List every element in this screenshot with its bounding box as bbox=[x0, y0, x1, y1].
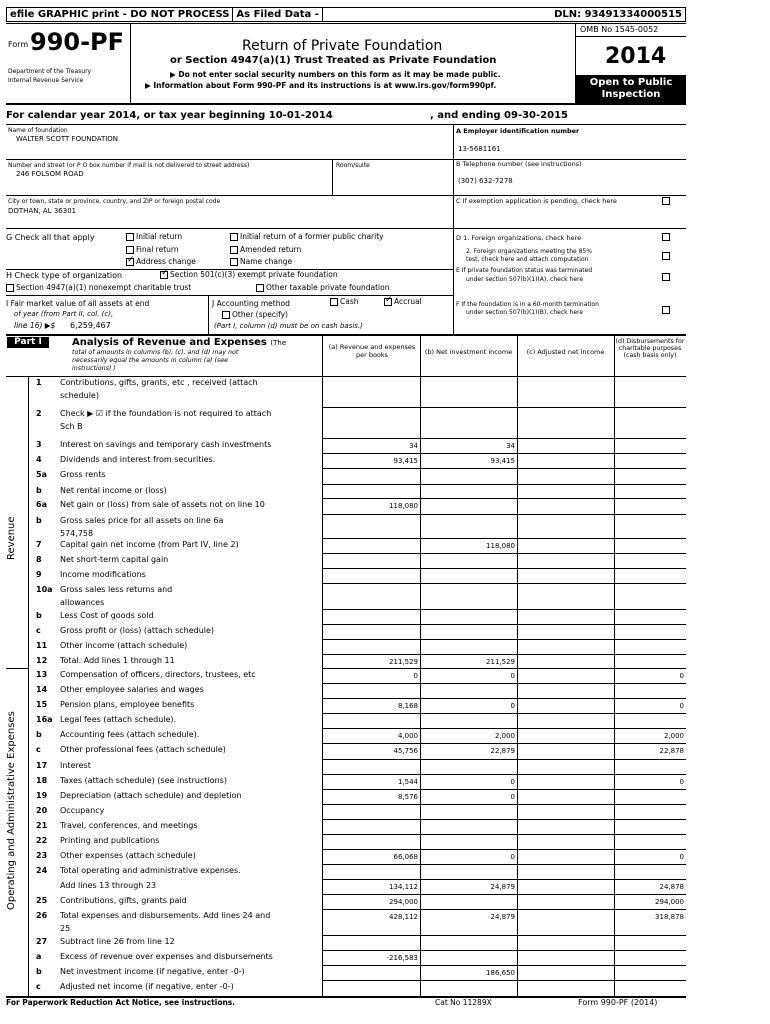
tax-year: 2014 bbox=[605, 44, 667, 69]
row-divider bbox=[322, 538, 686, 539]
row-divider bbox=[322, 879, 686, 880]
col-b-value: 211,529 bbox=[486, 658, 515, 666]
row-divider bbox=[322, 553, 686, 554]
i-line2: of year (from Part II, col. (c), bbox=[14, 310, 114, 318]
row-number: 11 bbox=[36, 641, 48, 650]
col-b-value: 24,879 bbox=[490, 883, 515, 891]
row-divider bbox=[322, 438, 686, 439]
row-label: Interest bbox=[60, 761, 91, 770]
row-number: 7 bbox=[36, 540, 42, 549]
i-line1: I Fair market value of all assets at end bbox=[6, 299, 150, 308]
row-number: c bbox=[36, 982, 41, 991]
row-divider bbox=[322, 894, 686, 895]
irs-label: Internal Revenue Service bbox=[8, 77, 84, 84]
e-checkbox[interactable] bbox=[662, 272, 672, 281]
row-divider bbox=[322, 453, 686, 454]
col-a-value: 0 bbox=[413, 672, 418, 680]
ein-value: 13-5681161 bbox=[458, 145, 501, 153]
col-a-value: 428,112 bbox=[389, 913, 418, 921]
row-number: 14 bbox=[36, 685, 48, 694]
row-label: Add lines 13 through 23 bbox=[60, 881, 157, 890]
phone-value: (307) 632-7278 bbox=[458, 177, 513, 185]
g-final[interactable]: Final return bbox=[126, 245, 179, 254]
row-number: 16a bbox=[36, 715, 53, 724]
col-a-value: -216,583 bbox=[386, 954, 418, 962]
omb-number: OMB No 1545-0052 bbox=[580, 25, 659, 34]
row-divider bbox=[322, 728, 686, 729]
col-b-value: 0 bbox=[510, 853, 515, 861]
row-divider bbox=[322, 639, 686, 640]
calendar-year-line: For calendar year 2014, or tax year beginning 10-01-2014 bbox=[6, 110, 333, 121]
row-label: Excess of revenue over expenses and disbursements bbox=[60, 952, 273, 961]
col-d-value: 22,878 bbox=[659, 747, 684, 755]
row-label: Gross sales price for all assets on line 6a bbox=[60, 516, 224, 525]
row-label: Accounting fees (attach schedule). bbox=[60, 730, 200, 739]
row-number: 15 bbox=[36, 700, 48, 709]
col-b-value: 118,080 bbox=[486, 542, 515, 550]
row-number: 27 bbox=[36, 937, 48, 946]
row-number: 8 bbox=[36, 555, 42, 564]
info-notice: ▶ Information about Form 990-PF and its instructions is at www.irs.gov/form990pf. bbox=[145, 81, 497, 90]
room-label: Room/suite bbox=[336, 162, 370, 169]
row-divider bbox=[322, 583, 686, 584]
col-a-value: 45,756 bbox=[393, 747, 418, 755]
street-value: 246 FOLSOM ROAD bbox=[16, 170, 84, 178]
city-label: City or town, state or province, country, and ZIP or foreign postal code bbox=[8, 198, 221, 205]
row-number: 3 bbox=[36, 440, 42, 449]
row-label: Subtract line 26 from line 12 bbox=[60, 937, 175, 946]
city-value: DOTHAN, AL 36301 bbox=[8, 207, 77, 215]
j-accrual[interactable]: ✓ Accrual bbox=[384, 297, 422, 306]
row-divider bbox=[322, 624, 686, 625]
row-label: Gross profit or (loss) (attach schedule) bbox=[60, 626, 215, 635]
g-address-change[interactable]: ✓Address change bbox=[126, 257, 196, 266]
row-label: Total expenses and disbursements. Add lines 24 and bbox=[60, 911, 271, 920]
row-divider bbox=[322, 609, 686, 610]
row-number: b bbox=[36, 611, 42, 620]
f1-label: F If the foundation is in a 60-month termination bbox=[456, 301, 599, 308]
col-d-value: 0 bbox=[679, 778, 684, 786]
part1-desc3: instructions) ) bbox=[72, 365, 116, 372]
row-label-2: allowances bbox=[60, 598, 105, 607]
g-initial-former[interactable]: Initial return of a former public charity bbox=[230, 232, 384, 241]
col-d-value: 2,000 bbox=[663, 732, 684, 740]
i-line3: line 16) ▶$ bbox=[14, 321, 56, 330]
form-number: 990-PF bbox=[30, 28, 125, 56]
row-divider bbox=[322, 834, 686, 835]
row-number: 17 bbox=[36, 761, 48, 770]
row-label: Total. Add lines 1 through 11 bbox=[60, 656, 175, 665]
row-label: Net rental income or (loss) bbox=[60, 486, 167, 495]
row-number: b bbox=[36, 967, 42, 976]
row-divider bbox=[322, 980, 686, 981]
col-d-value: 318,878 bbox=[655, 913, 684, 921]
row-divider bbox=[322, 654, 686, 655]
row-divider bbox=[322, 935, 686, 936]
row-label: Printing and publications bbox=[60, 836, 160, 845]
row-label: Dividends and interest from securities. bbox=[60, 455, 216, 464]
inspection-label: Inspection bbox=[601, 89, 661, 100]
d2a-label: 2. Foreign organizations meeting the 85% bbox=[466, 248, 592, 255]
row-label: Net gain or (loss) from sale of assets not on line 10 bbox=[60, 500, 265, 509]
tax-year-end: , and ending 09-30-2015 bbox=[430, 110, 568, 121]
col-b-value: 0 bbox=[510, 702, 515, 710]
col-d-value: 24,878 bbox=[659, 883, 684, 891]
row-label: Pension plans, employee benefits bbox=[60, 700, 195, 709]
g-title: G Check all that apply bbox=[6, 233, 95, 242]
row-label: Capital gain net income (from Part IV, line 2) bbox=[60, 540, 239, 549]
col-a-header: (a) Revenue and expenses per books bbox=[328, 343, 416, 359]
row-label-2: schedule) bbox=[60, 391, 99, 400]
row-label: Less Cost of goods sold bbox=[60, 611, 154, 620]
col-a-value: 66,068 bbox=[393, 853, 418, 861]
row-number: 10a bbox=[36, 585, 53, 594]
col-a-value: 118,080 bbox=[389, 502, 418, 510]
row-number: 19 bbox=[36, 791, 48, 800]
f2-label: under section 507(b)(1)(B), check here bbox=[466, 309, 584, 316]
col-d-header: (d) Disbursements for charitable purposes (cash basis only) bbox=[615, 338, 685, 359]
row-label: Adjusted net income (if negative, enter -0-) bbox=[60, 982, 234, 991]
row-label: Other professional fees (attach schedule) bbox=[60, 745, 226, 754]
row-label: Other income (attach schedule) bbox=[60, 641, 188, 650]
j-title: J Accounting method bbox=[212, 299, 290, 308]
row-divider bbox=[322, 849, 686, 850]
row-label: Gross rents bbox=[60, 470, 106, 479]
d2b-label: test, check here and attach computation bbox=[466, 256, 589, 263]
part1-title: Analysis of Revenue and Expenses (The bbox=[72, 337, 287, 348]
row-number: 4 bbox=[36, 455, 42, 464]
col-b-value: 93,415 bbox=[490, 457, 515, 465]
row-divider bbox=[322, 484, 686, 485]
row-label: Net short-term capital gain bbox=[60, 555, 169, 564]
dept-label: Department of the Treasury bbox=[8, 68, 92, 75]
col-a-value: 211,529 bbox=[389, 658, 418, 666]
h-title: H Check type of organization bbox=[6, 271, 123, 280]
row-number: b bbox=[36, 486, 42, 495]
row-number: 24 bbox=[36, 866, 48, 875]
fmv-value: 6,259,467 bbox=[70, 321, 111, 330]
d1-label: D 1. Foreign organizations, check here bbox=[456, 234, 582, 242]
row-divider bbox=[322, 498, 686, 499]
row-label: Taxes (attach schedule) (see instructions) bbox=[60, 776, 227, 785]
phone-label: B Telephone number (see instructions) bbox=[456, 160, 582, 168]
foundation-name-label: Name of foundation bbox=[8, 127, 68, 134]
row-divider bbox=[322, 774, 686, 775]
row-divider bbox=[322, 407, 686, 408]
row-divider bbox=[322, 713, 686, 714]
row-number: a bbox=[36, 952, 42, 961]
open-public-label: Open to Public bbox=[589, 77, 673, 88]
col-b-value: 2,000 bbox=[494, 732, 515, 740]
col-a-value: 1,544 bbox=[397, 778, 418, 786]
col-a-value: 34 bbox=[409, 442, 418, 450]
c-checkbox[interactable] bbox=[662, 196, 672, 205]
row-label-2: Sch B bbox=[60, 422, 83, 431]
row-label: Depreciation (attach schedule) and depletion bbox=[60, 791, 242, 800]
foundation-name: WALTER SCOTT FOUNDATION bbox=[16, 135, 119, 143]
col-d-value: 0 bbox=[679, 672, 684, 680]
col-a-value: 93,415 bbox=[393, 457, 418, 465]
j-other[interactable]: Other (specify) bbox=[222, 310, 288, 319]
row-divider bbox=[322, 668, 686, 669]
row-number: 26 bbox=[36, 911, 48, 920]
col-a-value: 134,112 bbox=[389, 883, 418, 891]
row-divider bbox=[322, 950, 686, 951]
footer-cat: Cat No 11289X bbox=[435, 998, 492, 1007]
col-a-value: 8,576 bbox=[397, 793, 418, 801]
g-amended[interactable]: Amended return bbox=[230, 245, 301, 254]
row-number: 1 bbox=[36, 378, 42, 387]
g-initial[interactable]: Initial return bbox=[126, 232, 182, 241]
row-divider bbox=[322, 698, 686, 699]
col-a-value: 8,168 bbox=[397, 702, 418, 710]
g-name-change[interactable]: Name change bbox=[230, 257, 292, 266]
row-number: 18 bbox=[36, 776, 48, 785]
top-banner bbox=[6, 7, 686, 22]
part1-desc1: total of amounts in columns (b), (c), and (d) may not bbox=[72, 349, 239, 356]
row-label: Other expenses (attach schedule) bbox=[60, 851, 196, 860]
form-subtitle: or Section 4947(a)(1) Trust Treated as Private Foundation bbox=[170, 55, 497, 66]
row-number: 25 bbox=[36, 896, 48, 905]
h-other-taxable[interactable]: Other taxable private foundation bbox=[256, 283, 389, 292]
col-a-value: 294,000 bbox=[389, 898, 418, 906]
row-divider bbox=[322, 683, 686, 684]
row-number: 13 bbox=[36, 670, 48, 679]
row-number: 21 bbox=[36, 821, 48, 830]
footer-form: Form 990-PF (2014) bbox=[578, 998, 658, 1007]
row-divider bbox=[322, 789, 686, 790]
col-b-value: 0 bbox=[510, 778, 515, 786]
part1-badge: Part I bbox=[7, 337, 49, 348]
row-label: Occupancy bbox=[60, 806, 105, 815]
row-label: Other employee salaries and wages bbox=[60, 685, 204, 694]
row-number: 5a bbox=[36, 470, 47, 479]
d1-checkbox[interactable] bbox=[662, 232, 672, 241]
col-b-value: 22,879 bbox=[490, 747, 515, 755]
row-divider bbox=[322, 819, 686, 820]
row-divider bbox=[322, 996, 686, 997]
row-number: 22 bbox=[36, 836, 48, 845]
row-number: c bbox=[36, 745, 41, 754]
col-b-header: (b) Net investment income bbox=[424, 348, 513, 356]
row-label: Gross sales less returns and bbox=[60, 585, 173, 594]
form-title: Return of Private Foundation bbox=[242, 38, 443, 54]
row-label: Income modifications bbox=[60, 570, 146, 579]
row-divider bbox=[322, 864, 686, 865]
efile-label: efile GRAPHIC print - DO NOT PROCESS bbox=[7, 8, 233, 21]
street-label: Number and street (or P O box number if mail is not delivered to street address) bbox=[8, 162, 250, 169]
c-exemption-label: C If exemption application is pending, check here bbox=[456, 197, 617, 205]
e1-label: E If private foundation status was terminated bbox=[456, 267, 593, 274]
row-divider bbox=[322, 743, 686, 744]
col-b-value: 0 bbox=[510, 672, 515, 680]
row-divider bbox=[322, 514, 686, 515]
row-divider bbox=[322, 759, 686, 760]
row-divider bbox=[322, 804, 686, 805]
j-cash[interactable]: Cash bbox=[330, 297, 359, 306]
row-divider bbox=[322, 965, 686, 966]
row-label-2: 25 bbox=[60, 924, 71, 933]
col-b-value: 24,879 bbox=[490, 913, 515, 921]
f-checkbox[interactable] bbox=[662, 305, 672, 314]
row-number: 2 bbox=[36, 409, 42, 418]
form-prefix: Form bbox=[8, 40, 29, 49]
col-d-value: 294,000 bbox=[655, 898, 684, 906]
e2-label: under section 507(b)(1)(A), check here bbox=[466, 276, 584, 283]
row-label: Contributions, gifts, grants, etc , received (attach bbox=[60, 378, 258, 387]
row-number: b bbox=[36, 730, 42, 739]
col-b-value: 0 bbox=[510, 793, 515, 801]
row-number: c bbox=[36, 626, 41, 635]
row-number: 6a bbox=[36, 500, 47, 509]
row-label: Travel, conferences, and meetings bbox=[60, 821, 198, 830]
row-divider bbox=[322, 468, 686, 469]
row-label: Interest on savings and temporary cash investments bbox=[60, 440, 272, 449]
col-d-value: 0 bbox=[679, 702, 684, 710]
row-number: 9 bbox=[36, 570, 42, 579]
row-label-2: 574,758 bbox=[60, 529, 94, 538]
row-number: 20 bbox=[36, 806, 48, 815]
filed-label: As Filed Data - bbox=[233, 8, 323, 21]
row-number: b bbox=[36, 516, 42, 525]
col-b-value: 34 bbox=[506, 442, 515, 450]
h-501c3[interactable]: ✓ Section 501(c)(3) exempt private foundation bbox=[160, 270, 338, 279]
part1-desc2: necessarily equal the amounts in column (a) (see bbox=[72, 357, 229, 364]
row-divider bbox=[322, 568, 686, 569]
row-number: 12 bbox=[36, 656, 48, 665]
row-label: Total operating and administrative expenses. bbox=[60, 866, 241, 875]
h-4947[interactable]: Section 4947(a)(1) nonexempt charitable trust bbox=[6, 283, 191, 292]
row-label: Net investment income (if negative, enter -0-) bbox=[60, 967, 245, 976]
ein-label: A Employer identification number bbox=[456, 127, 580, 135]
dln-label: DLN: 93491334000515 bbox=[554, 9, 682, 20]
d2-checkbox[interactable] bbox=[662, 251, 672, 260]
col-b-value: 186,650 bbox=[486, 969, 515, 977]
col-d-value: 0 bbox=[679, 853, 684, 861]
row-number: 23 bbox=[36, 851, 48, 860]
j-note: (Part I, column (d) must be on cash basis.) bbox=[214, 322, 363, 330]
row-label: Contributions, gifts, grants paid bbox=[60, 896, 187, 905]
col-a-value: 4,000 bbox=[397, 732, 418, 740]
public-inspection-badge bbox=[576, 75, 686, 103]
footer-notice: For Paperwork Reduction Act Notice, see instructions. bbox=[6, 998, 236, 1007]
col-c-header: (c) Adjusted net income bbox=[526, 348, 605, 356]
ssn-notice: ▶ Do not enter social security numbers on this form as it may be made public. bbox=[170, 70, 501, 79]
row-label: Legal fees (attach schedule). bbox=[60, 715, 177, 724]
row-label: Check ▶ ☑ if the foundation is not required to attach bbox=[60, 409, 272, 418]
row-divider bbox=[322, 909, 686, 910]
row-label: Compensation of officers, directors, trustees, etc bbox=[60, 670, 256, 679]
